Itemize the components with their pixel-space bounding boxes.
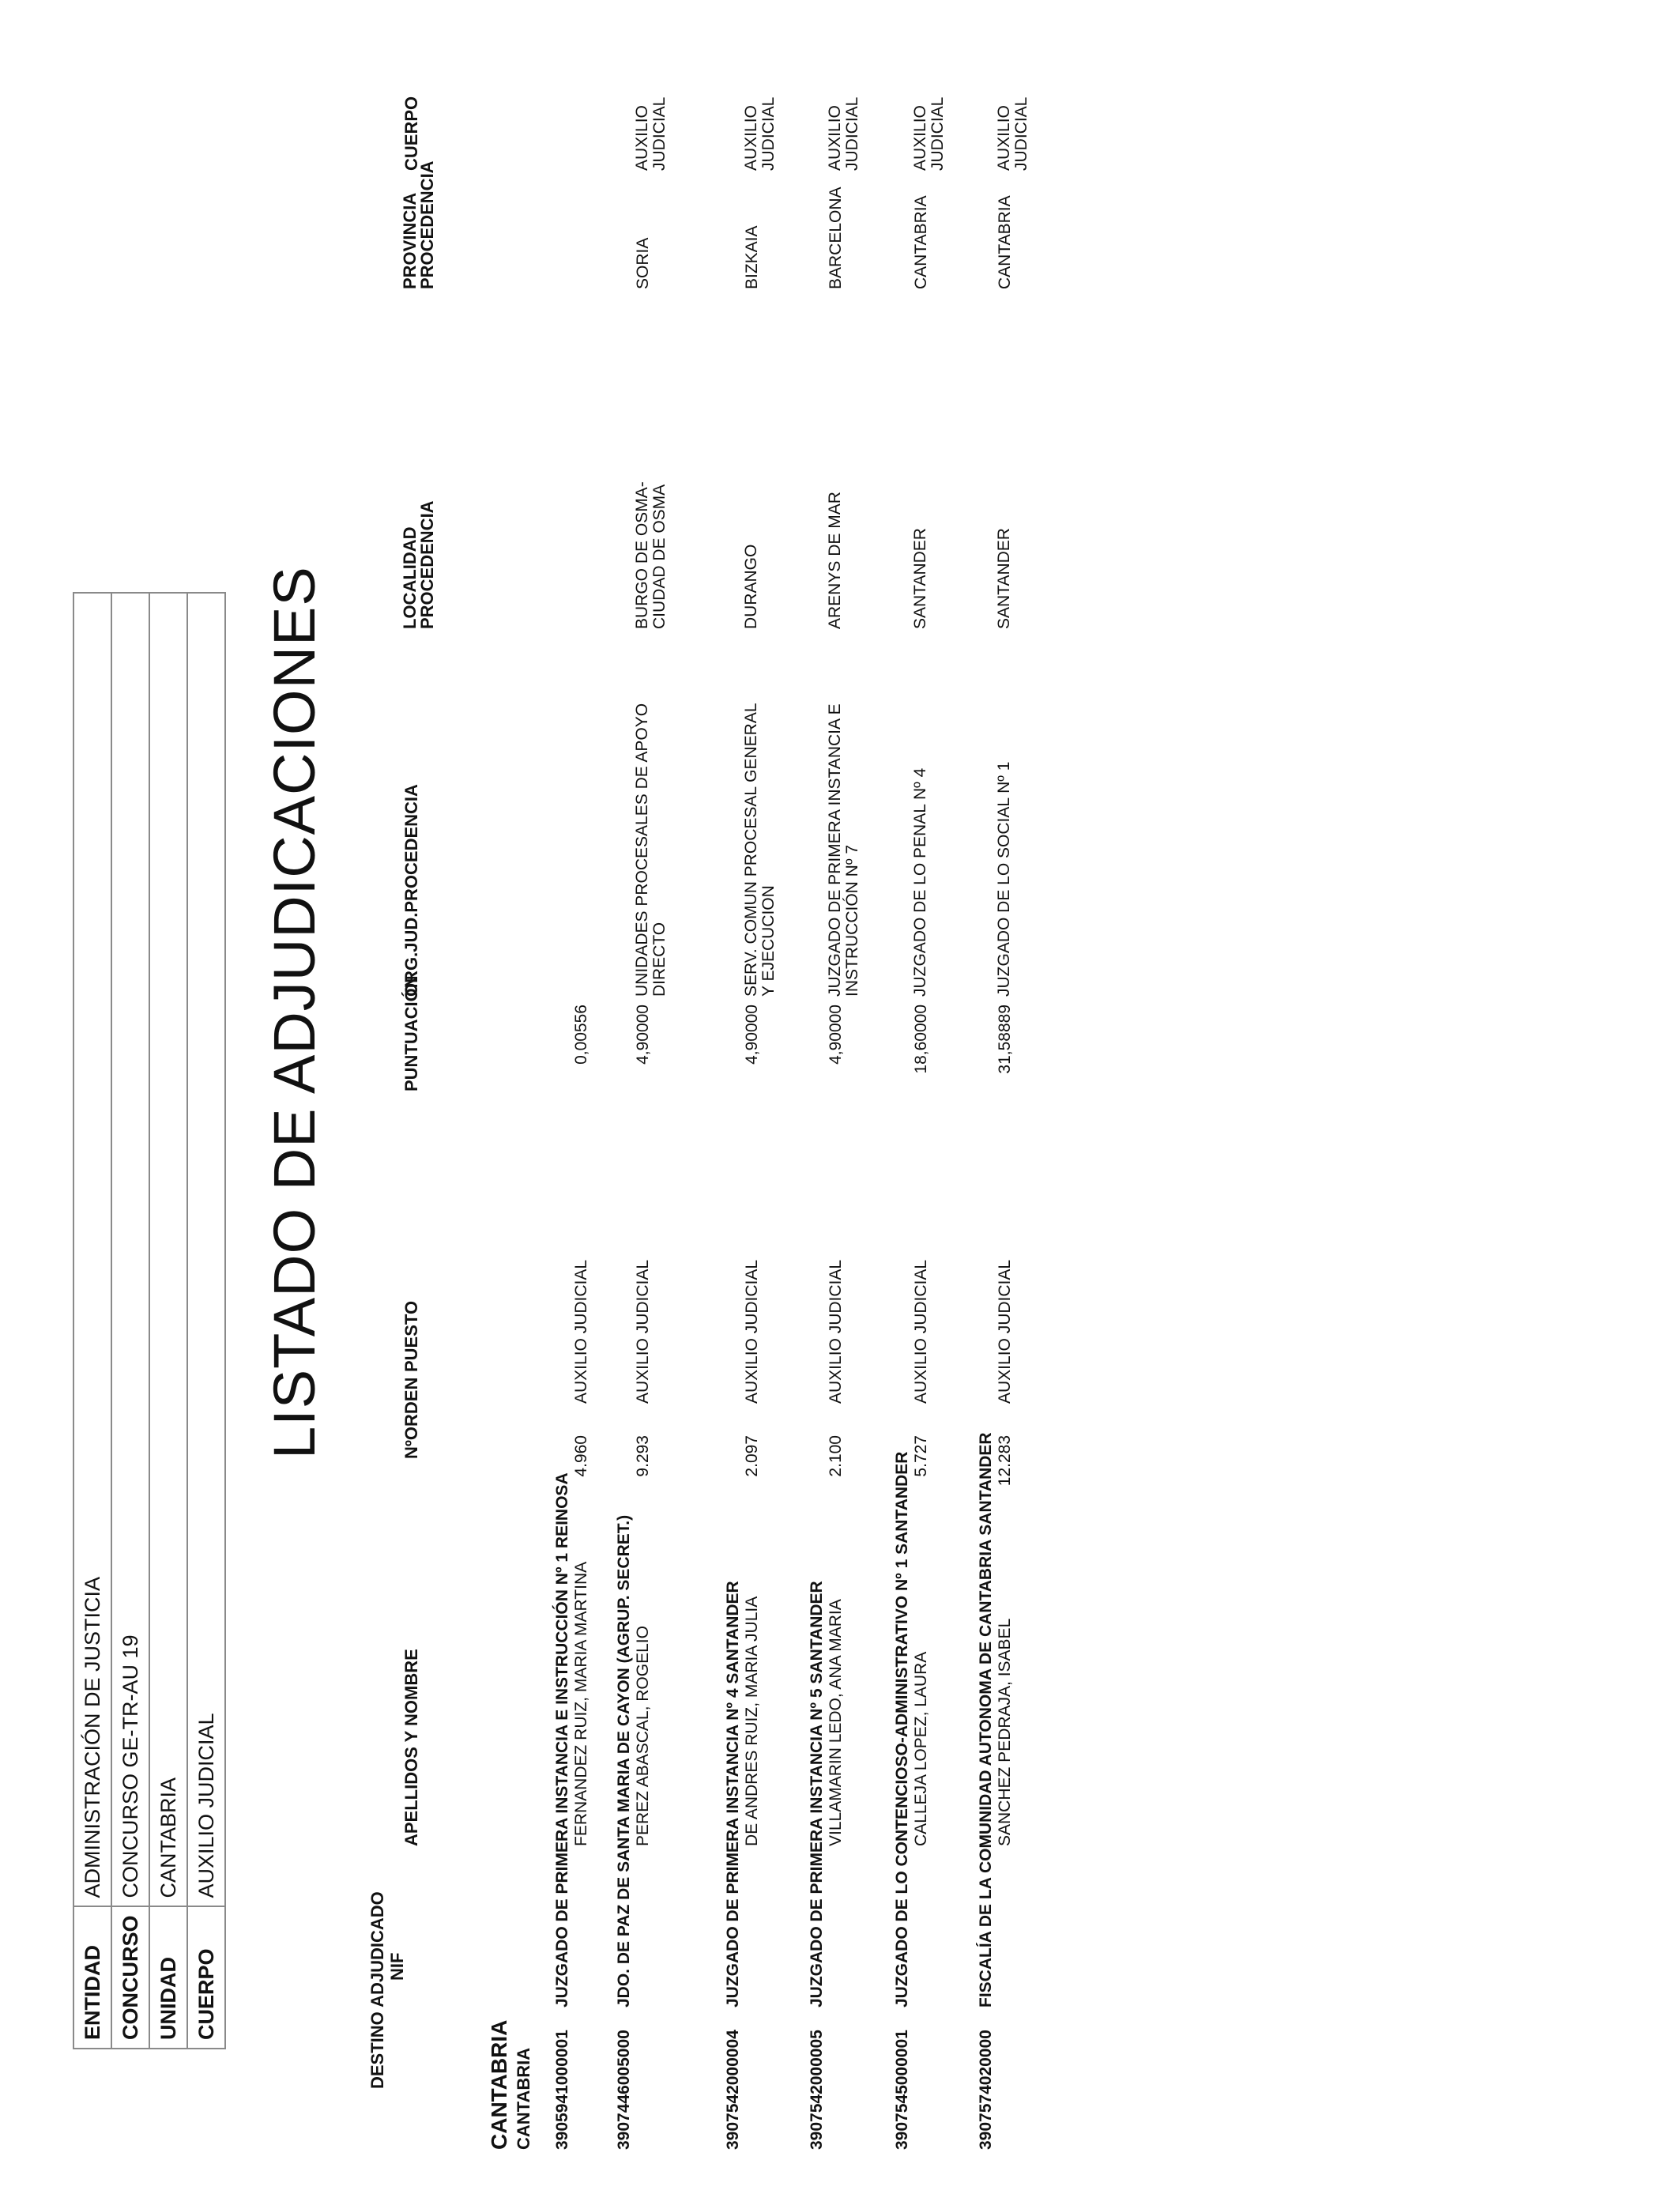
- info-value: AUXILIO JUDICIAL: [187, 593, 225, 1906]
- info-row-entidad: [73, 593, 111, 2049]
- organo-name: JUZGADO DE PRIMERA INSTANCIA Nº 4 SANTANDER: [724, 1581, 742, 2007]
- cuerpo: AUXILIO JUDICIAL: [911, 96, 947, 171]
- header-destino: DESTINO ADJUDICADO: [367, 1891, 387, 2089]
- provincia-procedencia: CANTABRIA: [912, 195, 930, 289]
- org-procedencia: JUZGADO DE LO SOCIAL Nº 1: [995, 761, 1013, 997]
- header-info-table: [73, 592, 226, 2049]
- provincia-procedencia: SORIA: [634, 237, 652, 289]
- header-provincia: PROVINCIA PROCEDENCIA: [400, 160, 437, 289]
- puntuacion: 0,00556: [572, 1005, 590, 1065]
- cuerpo: AUXILIO JUDICIAL: [633, 96, 669, 171]
- puntuacion: 4,90000: [743, 1005, 761, 1065]
- localidad-procedencia: SANTANDER: [911, 528, 929, 629]
- org-procedencia: UNIDADES PROCESALES DE APOYO DIRECTO: [633, 703, 669, 997]
- header-nombre: APELLIDOS Y NOMBRE: [401, 1649, 421, 1846]
- puntuacion: 4,90000: [634, 1005, 652, 1065]
- puesto: AUXILIO JUDICIAL: [634, 1259, 652, 1404]
- header-puesto: PUESTO: [401, 1300, 421, 1372]
- numero-orden: 5.727: [912, 1435, 930, 1477]
- header-org: ORG.JUD.PROCEDENCIA: [401, 784, 421, 997]
- organo-header: [724, 1581, 743, 2150]
- localidad-procedencia: DURANGO: [742, 544, 760, 629]
- organo-nif: 3907574020000: [977, 2030, 995, 2150]
- organo-name: JDO. DE PAZ DE SANTA MARIA DE CAYON (AGRUP. SECRET.): [615, 1514, 633, 2007]
- org-procedencia: SERV. COMUN PROCESAL GENERAL Y EJECUCION: [742, 703, 778, 997]
- puntuacion: 18,60000: [912, 1005, 930, 1074]
- localidad-procedencia: ARENYS DE MAR: [826, 492, 844, 629]
- organo-header: [553, 1472, 572, 2150]
- info-row-cuerpo: [187, 593, 225, 2049]
- info-value: CONCURSO GE-TR-AU 19: [111, 593, 149, 1906]
- puntuacion: 4,90000: [827, 1005, 845, 1065]
- header-puntuacion: PUNTUACIÓN: [401, 975, 421, 1091]
- organo-header: [808, 1581, 827, 2150]
- organo-nif: 3907542000005: [808, 2030, 826, 2150]
- puesto: AUXILIO JUDICIAL: [912, 1259, 930, 1404]
- header-cuerpo: CUERPO: [401, 96, 421, 171]
- localidad-procedencia: SANTANDER: [995, 528, 1013, 629]
- apellidos-nombre: PEREZ ABASCAL, ROGELIO: [634, 1626, 652, 1846]
- apellidos-nombre: CALLEJA LOPEZ, LAURA: [912, 1651, 930, 1846]
- cuerpo: AUXILIO JUDICIAL: [826, 96, 861, 171]
- org-procedencia: JUZGADO DE LO PENAL Nº 4: [911, 767, 929, 997]
- apellidos-nombre: VILLAMARIN LEDO, ANA MARIA: [827, 1599, 845, 1846]
- organo-name: JUZGADO DE LO CONTENCIOSO-ADMINISTRATIVO Nº 1 SANTANDER: [893, 1451, 911, 2007]
- cuerpo: AUXILIO JUDICIAL: [995, 96, 1030, 171]
- info-row-concurso: [111, 593, 149, 2049]
- puesto: AUXILIO JUDICIAL: [572, 1259, 590, 1404]
- info-row-unidad: [149, 593, 187, 2049]
- info-label: UNIDAD: [149, 1906, 187, 2049]
- info-label: CONCURSO: [111, 1906, 149, 2049]
- header-nif: NIF: [387, 1952, 407, 1981]
- provincia-procedencia: BARCELONA: [827, 187, 845, 289]
- organo-header: [615, 1515, 634, 2150]
- info-value: ADMINISTRACIÓN DE JUSTICIA: [73, 593, 111, 1906]
- cuerpo: AUXILIO JUDICIAL: [742, 96, 778, 171]
- organo-header: [893, 1452, 912, 2150]
- provincia-procedencia: BIZKAIA: [743, 225, 761, 289]
- numero-orden: 2.097: [743, 1435, 761, 1477]
- puesto: AUXILIO JUDICIAL: [743, 1259, 761, 1404]
- organo-nif: 3907545000001: [893, 2030, 911, 2150]
- provincia-procedencia: CANTABRIA: [996, 195, 1014, 289]
- organo-name: JUZGADO DE PRIMERA INSTANCIA E INSTRUCCIÓN Nº 1 REINOSA: [553, 1472, 571, 2007]
- org-procedencia: JUZGADO DE PRIMERA INSTANCIA E INSTRUCCIÓN Nº 7: [826, 703, 861, 997]
- localidad-procedencia: BURGO DE OSMA-CIUDAD DE OSMA: [633, 481, 669, 629]
- info-label: CUERPO: [187, 1906, 225, 2049]
- page-title: LISTADO DE ADJUDICACIONES: [262, 566, 327, 1459]
- organo-name: FISCALÍA DE LA COMUNIDAD AUTONOMA DE CANTABRIA SANTANDER: [977, 1432, 995, 2007]
- numero-orden: 2.100: [827, 1435, 845, 1477]
- organo-header: [977, 1432, 996, 2150]
- numero-orden: 12.283: [996, 1435, 1014, 1487]
- apellidos-nombre: FERNANDEZ RUIZ, MARIA MARTINA: [572, 1561, 590, 1846]
- header-orden: NºORDEN: [401, 1377, 421, 1459]
- header-localidad: LOCALIDAD PROCEDENCIA: [400, 500, 437, 629]
- apellidos-nombre: DE ANDRES RUIZ, MARIA JULIA: [743, 1596, 761, 1846]
- region-title: CANTABRIA: [487, 2019, 511, 2150]
- organo-name: JUZGADO DE PRIMERA INSTANCIA Nº 5 SANTANDER: [808, 1581, 826, 2007]
- organo-nif: 3907542000004: [724, 2030, 742, 2150]
- puesto: AUXILIO JUDICIAL: [996, 1259, 1014, 1404]
- numero-orden: 4.960: [572, 1435, 590, 1477]
- organo-nif: 3905941000001: [553, 2030, 571, 2150]
- info-value: CANTABRIA: [149, 593, 187, 1906]
- subregion-title: CANTABRIA: [514, 2047, 533, 2150]
- apellidos-nombre: SANCHEZ PEDRAJA, ISABEL: [996, 1618, 1014, 1846]
- organo-nif: 3907446005000: [615, 2030, 633, 2150]
- puntuacion: 31,58889: [996, 1005, 1014, 1074]
- puesto: AUXILIO JUDICIAL: [827, 1259, 845, 1404]
- numero-orden: 9.293: [634, 1435, 652, 1477]
- info-label: ENTIDAD: [73, 1906, 111, 2049]
